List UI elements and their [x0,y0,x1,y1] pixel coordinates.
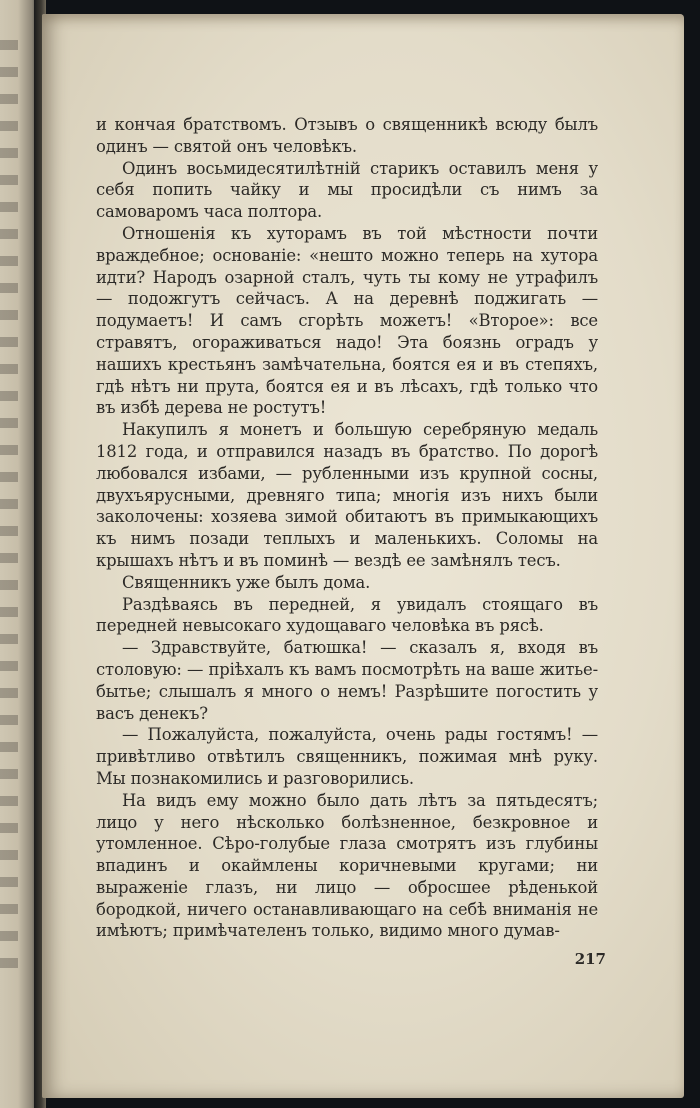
paragraph-7: — Здравствуйте, батюшка! — сказалъ я, входя въ столовую: — пріѣхалъ къ вамъ посмотрѣть на ваше житье-бытье; слышалъ я много о немъ! Разрѣшите погостить у васъ денекъ? [96,638,598,723]
book-page [42,14,684,1098]
page-body-text [96,114,598,942]
paragraph-9: На видъ ему можно было дать лѣтъ за пятьдесятъ; лицо у него нѣсколько болѣзненное, безкровное и утомленное. Сѣро-голубые глаза смотрятъ изъ глубины впадинъ и окаймлены коричневыми кругами; ни выраженіе глазъ, ни лицо — обросшее рѣденькой бородкой, ничего останавливающаго на себѣ вниманія не имѣютъ; примѣчателенъ только, видимо много думав- [96,790,598,941]
paragraph-1: и кончая братствомъ. Отзывъ о священникѣ всюду былъ одинъ — святой онъ человѣкъ. [96,115,598,156]
paragraph-4: Накупилъ я монетъ и большую серебряную медаль 1812 года, и отправился назадъ въ братство. По дорогѣ любовался избами, — рубленными изъ крупной сосны, двухъярусными, древняго типа; многія изъ нихъ были заколочены: хозяева зимой обитаютъ въ примыкающихъ къ нимъ позади теплыхъ и маленькихъ. Соломы на крышахъ нѣтъ и въ поминѣ — вездѣ ее замѣнялъ тесъ. [96,420,598,570]
paragraph-3: Отношенія къ хуторамъ въ той мѣстности почти враждебное; основаніе: «нешто можно теперь на хутора идти? Народъ озарной сталъ, чуть ты кому не утрафилъ — подожгутъ сейчасъ. А на деревнѣ поджигать — подумаетъ! И самъ сгорѣть можетъ! «Второе»: все стравятъ, огораживаться надо! Эта боязнь оградъ у нашихъ крестьянъ замѣчательна, боятся ея и въ степяхъ, гдѣ нѣтъ ни прута, боятся ея и въ лѣсахъ, гдѣ только что въ избѣ дерева не ростутъ! [96,223,598,418]
paragraph-5: Священникъ уже былъ дома. [122,572,371,592]
paragraph-8: — Пожалуйста, пожалуйста, очень рады гостямъ! — привѣтливо отвѣтилъ священникъ, пожимая мнѣ руку. Мы познакомились и разговорились. [96,725,598,788]
paragraph-2: Одинъ восьмидесятилѣтній старикъ оставилъ меня у себя попить чайку и мы просидѣли съ нимъ за самоваромъ часа полтора. [96,158,598,222]
paragraph-6: Раздѣваясь въ передней, я увидалъ стоящаго въ передней невысокаго худощаваго человѣка въ рясѣ. [96,594,598,636]
left-page-text-sliver [0,40,18,970]
page-number: 217 [574,950,606,968]
